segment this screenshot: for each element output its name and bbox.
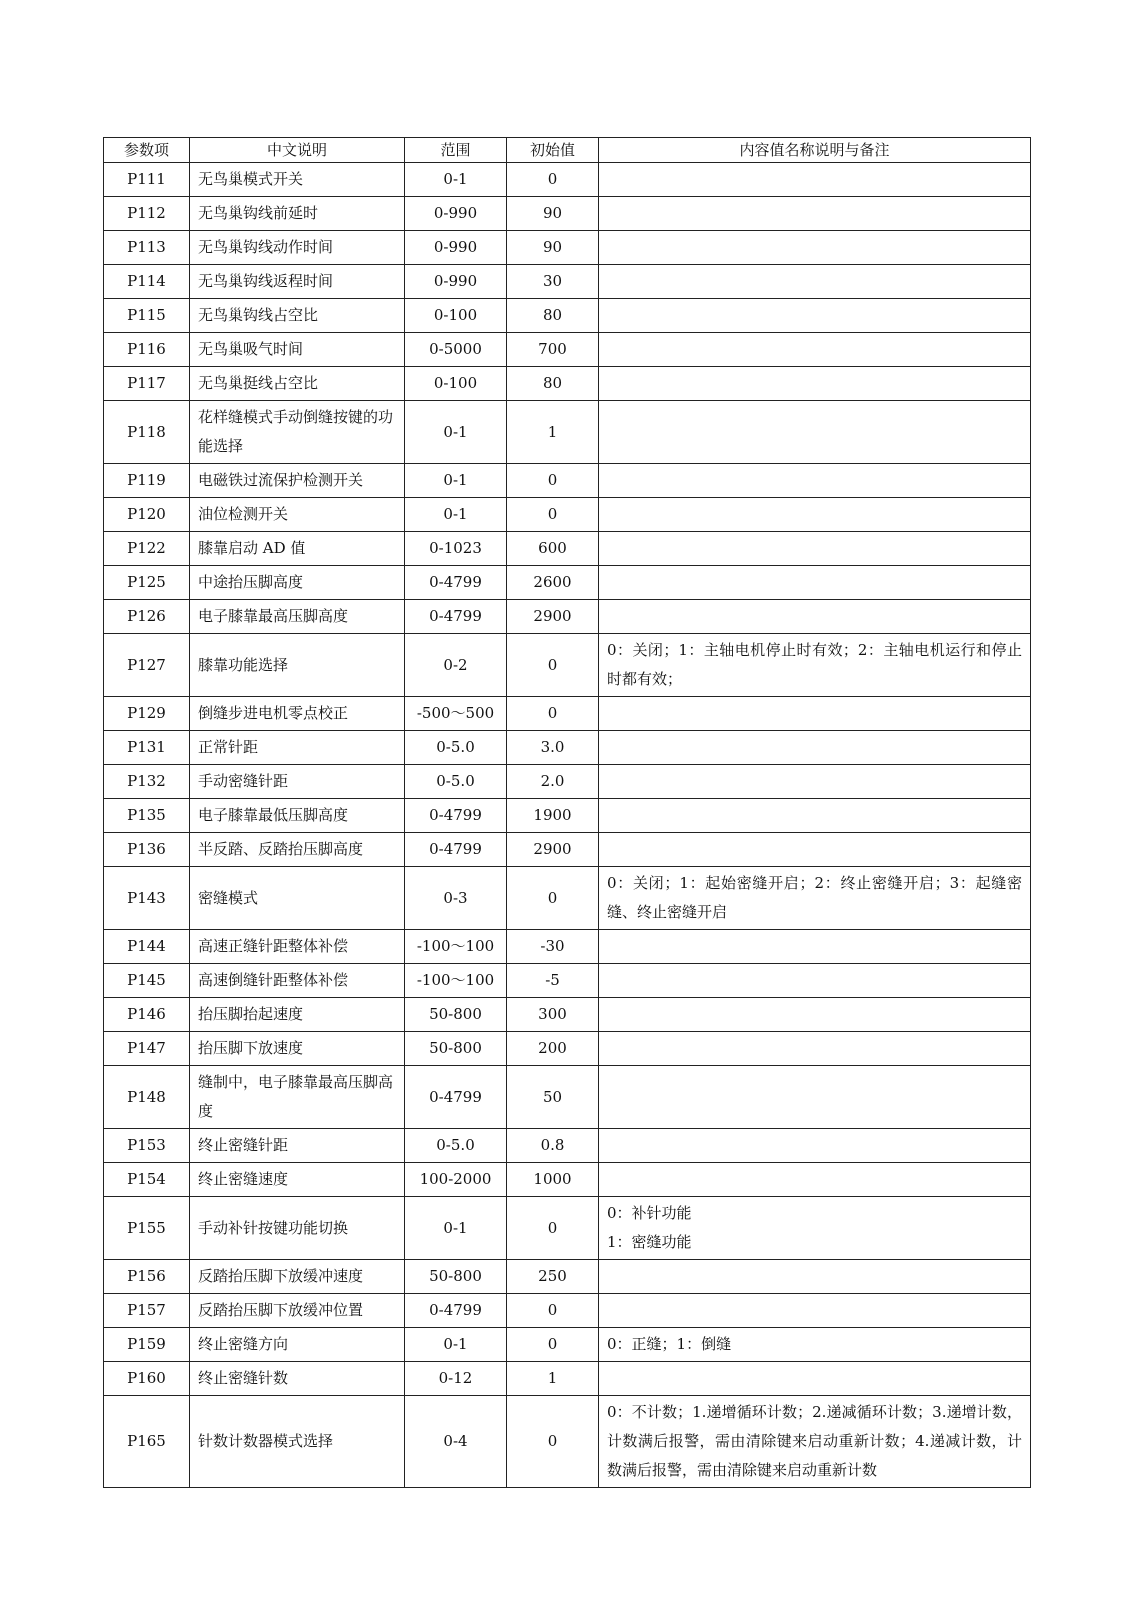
cell-param-id: P129 <box>104 697 190 731</box>
cell-range: 50-800 <box>405 1032 507 1066</box>
cell-description: 油位检测开关 <box>190 498 405 532</box>
cell-param-id: P165 <box>104 1396 190 1488</box>
cell-description: 针数计数器模式选择 <box>190 1396 405 1488</box>
cell-description: 缝制中，电子膝靠最高压脚高度 <box>190 1066 405 1129</box>
cell-description: 正常针距 <box>190 731 405 765</box>
cell-param-id: P135 <box>104 799 190 833</box>
cell-initial-value: 90 <box>507 231 599 265</box>
cell-param-id: P117 <box>104 367 190 401</box>
table-row <box>104 401 1031 464</box>
cell-param-id: P131 <box>104 731 190 765</box>
table-row <box>104 1066 1031 1129</box>
header-notes: 内容值名称说明与备注 <box>599 138 1031 163</box>
cell-param-id: P112 <box>104 197 190 231</box>
cell-notes <box>599 333 1031 367</box>
cell-param-id: P160 <box>104 1362 190 1396</box>
table-body <box>104 163 1031 1488</box>
cell-param-id: P111 <box>104 163 190 197</box>
cell-notes <box>599 998 1031 1032</box>
cell-range: -500～500 <box>405 697 507 731</box>
cell-description: 倒缝步进电机零点校正 <box>190 697 405 731</box>
cell-param-id: P132 <box>104 765 190 799</box>
cell-description: 反踏抬压脚下放缓冲位置 <box>190 1294 405 1328</box>
table-row <box>104 998 1031 1032</box>
cell-description: 终止密缝针距 <box>190 1129 405 1163</box>
cell-param-id: P113 <box>104 231 190 265</box>
cell-range: 0-990 <box>405 231 507 265</box>
cell-param-id: P145 <box>104 964 190 998</box>
table-row <box>104 1328 1031 1362</box>
cell-notes <box>599 498 1031 532</box>
cell-range: 50-800 <box>405 998 507 1032</box>
cell-initial-value: 0 <box>507 498 599 532</box>
table-row <box>104 765 1031 799</box>
cell-notes: 0：正缝；1：倒缝 <box>599 1328 1031 1362</box>
cell-description: 终止密缝速度 <box>190 1163 405 1197</box>
table-row <box>104 1163 1031 1197</box>
cell-initial-value: 0 <box>507 1328 599 1362</box>
cell-range: 0-100 <box>405 299 507 333</box>
cell-initial-value: 0 <box>507 867 599 930</box>
table-row <box>104 163 1031 197</box>
cell-description: 电子膝靠最高压脚高度 <box>190 600 405 634</box>
cell-range: 0-1 <box>405 1328 507 1362</box>
cell-notes <box>599 197 1031 231</box>
cell-description: 终止密缝方向 <box>190 1328 405 1362</box>
cell-initial-value: -30 <box>507 930 599 964</box>
cell-initial-value: 300 <box>507 998 599 1032</box>
cell-description: 手动补针按键功能切换 <box>190 1197 405 1260</box>
table-row <box>104 600 1031 634</box>
cell-param-id: P114 <box>104 265 190 299</box>
cell-initial-value: 2.0 <box>507 765 599 799</box>
cell-param-id: P159 <box>104 1328 190 1362</box>
cell-param-id: P154 <box>104 1163 190 1197</box>
cell-initial-value: 0 <box>507 464 599 498</box>
cell-description: 反踏抬压脚下放缓冲速度 <box>190 1260 405 1294</box>
table-row <box>104 731 1031 765</box>
cell-notes <box>599 600 1031 634</box>
cell-param-id: P116 <box>104 333 190 367</box>
cell-param-id: P143 <box>104 867 190 930</box>
table-row <box>104 634 1031 697</box>
cell-range: 0-5.0 <box>405 731 507 765</box>
cell-initial-value: 2900 <box>507 833 599 867</box>
cell-range: 0-4799 <box>405 566 507 600</box>
header-description: 中文说明 <box>190 138 405 163</box>
cell-initial-value: 30 <box>507 265 599 299</box>
cell-param-id: P120 <box>104 498 190 532</box>
cell-initial-value: 90 <box>507 197 599 231</box>
cell-initial-value: 80 <box>507 299 599 333</box>
cell-param-id: P146 <box>104 998 190 1032</box>
cell-notes: 0：关闭；1：起始密缝开启；2：终止密缝开启；3：起缝密缝、终止密缝开启 <box>599 867 1031 930</box>
cell-description: 中途抬压脚高度 <box>190 566 405 600</box>
cell-range: 0-4799 <box>405 1066 507 1129</box>
cell-notes <box>599 964 1031 998</box>
cell-range: 0-2 <box>405 634 507 697</box>
cell-initial-value: 80 <box>507 367 599 401</box>
cell-param-id: P157 <box>104 1294 190 1328</box>
cell-notes <box>599 1362 1031 1396</box>
table-row <box>104 265 1031 299</box>
cell-param-id: P148 <box>104 1066 190 1129</box>
cell-notes <box>599 930 1031 964</box>
cell-notes <box>599 401 1031 464</box>
cell-description: 终止密缝针数 <box>190 1362 405 1396</box>
cell-notes <box>599 299 1031 333</box>
cell-range: 100-2000 <box>405 1163 507 1197</box>
cell-initial-value: 0 <box>507 1197 599 1260</box>
cell-notes <box>599 697 1031 731</box>
cell-initial-value: 50 <box>507 1066 599 1129</box>
cell-notes <box>599 532 1031 566</box>
table-row <box>104 964 1031 998</box>
cell-range: 0-4799 <box>405 1294 507 1328</box>
cell-initial-value: 0 <box>507 1294 599 1328</box>
cell-param-id: P118 <box>104 401 190 464</box>
cell-notes <box>599 731 1031 765</box>
table-header-row <box>104 138 1031 163</box>
cell-initial-value: 200 <box>507 1032 599 1066</box>
cell-notes <box>599 1032 1031 1066</box>
cell-param-id: P136 <box>104 833 190 867</box>
table-row <box>104 1032 1031 1066</box>
cell-param-id: P122 <box>104 532 190 566</box>
cell-notes <box>599 765 1031 799</box>
cell-notes <box>599 464 1031 498</box>
cell-range: 0-1023 <box>405 532 507 566</box>
cell-initial-value: 0.8 <box>507 1129 599 1163</box>
cell-range: 0-5.0 <box>405 1129 507 1163</box>
cell-notes: 0：关闭；1：主轴电机停止时有效；2：主轴电机运行和停止时都有效； <box>599 634 1031 697</box>
cell-initial-value: 0 <box>507 697 599 731</box>
cell-notes <box>599 231 1031 265</box>
cell-description: 电磁铁过流保护检测开关 <box>190 464 405 498</box>
cell-range: 0-100 <box>405 367 507 401</box>
cell-initial-value: 250 <box>507 1260 599 1294</box>
header-param-id: 参数项 <box>104 138 190 163</box>
cell-notes <box>599 833 1031 867</box>
cell-range: 0-1 <box>405 163 507 197</box>
cell-range: 0-5000 <box>405 333 507 367</box>
table-row <box>104 1260 1031 1294</box>
table-row <box>104 464 1031 498</box>
cell-param-id: P155 <box>104 1197 190 1260</box>
cell-initial-value: 1000 <box>507 1163 599 1197</box>
parameter-table <box>103 137 1031 1488</box>
cell-initial-value: 1900 <box>507 799 599 833</box>
cell-notes <box>599 1066 1031 1129</box>
cell-range: 0-4799 <box>405 799 507 833</box>
cell-initial-value: 1 <box>507 401 599 464</box>
cell-range: -100～100 <box>405 930 507 964</box>
cell-range: 0-12 <box>405 1362 507 1396</box>
cell-range: 0-4799 <box>405 833 507 867</box>
table-row <box>104 833 1031 867</box>
cell-initial-value: 1 <box>507 1362 599 1396</box>
table-row <box>104 930 1031 964</box>
table-row <box>104 566 1031 600</box>
table-row <box>104 367 1031 401</box>
cell-description: 半反踏、反踏抬压脚高度 <box>190 833 405 867</box>
table-row <box>104 231 1031 265</box>
cell-param-id: P147 <box>104 1032 190 1066</box>
cell-description: 高速正缝针距整体补偿 <box>190 930 405 964</box>
cell-description: 膝靠功能选择 <box>190 634 405 697</box>
cell-range: 0-4799 <box>405 600 507 634</box>
cell-description: 膝靠启动 AD 值 <box>190 532 405 566</box>
cell-description: 无鸟巢挺线占空比 <box>190 367 405 401</box>
table-row <box>104 799 1031 833</box>
cell-range: 0-990 <box>405 197 507 231</box>
cell-notes <box>599 1294 1031 1328</box>
cell-param-id: P144 <box>104 930 190 964</box>
cell-range: 0-1 <box>405 464 507 498</box>
cell-initial-value: 2900 <box>507 600 599 634</box>
table-row <box>104 697 1031 731</box>
cell-range: 0-3 <box>405 867 507 930</box>
table-row <box>104 333 1031 367</box>
table-row <box>104 1396 1031 1488</box>
cell-notes <box>599 1129 1031 1163</box>
cell-description: 高速倒缝针距整体补偿 <box>190 964 405 998</box>
cell-notes <box>599 799 1031 833</box>
cell-range: 0-990 <box>405 265 507 299</box>
cell-description: 手动密缝针距 <box>190 765 405 799</box>
cell-description: 抬压脚下放速度 <box>190 1032 405 1066</box>
cell-initial-value: 2600 <box>507 566 599 600</box>
cell-param-id: P115 <box>104 299 190 333</box>
cell-range: -100～100 <box>405 964 507 998</box>
cell-initial-value: 700 <box>507 333 599 367</box>
cell-param-id: P156 <box>104 1260 190 1294</box>
cell-notes: 0：不计数；1.递增循环计数；2.递减循环计数；3.递增计数，计数满后报警，需由清除键来启动重新计数；4.递减计数，计数满后报警，需由清除键来启动重新计数 <box>599 1396 1031 1488</box>
table-row <box>104 498 1031 532</box>
cell-initial-value: -5 <box>507 964 599 998</box>
cell-description: 无鸟巢吸气时间 <box>190 333 405 367</box>
cell-notes <box>599 163 1031 197</box>
cell-initial-value: 0 <box>507 1396 599 1488</box>
cell-initial-value: 3.0 <box>507 731 599 765</box>
cell-description: 无鸟巢钩线返程时间 <box>190 265 405 299</box>
cell-description: 无鸟巢钩线前延时 <box>190 197 405 231</box>
cell-range: 0-5.0 <box>405 765 507 799</box>
cell-notes <box>599 367 1031 401</box>
table-row <box>104 1362 1031 1396</box>
cell-notes <box>599 566 1031 600</box>
table-row <box>104 299 1031 333</box>
cell-description: 无鸟巢钩线动作时间 <box>190 231 405 265</box>
cell-description: 抬压脚抬起速度 <box>190 998 405 1032</box>
cell-initial-value: 0 <box>507 634 599 697</box>
cell-notes <box>599 1163 1031 1197</box>
cell-initial-value: 600 <box>507 532 599 566</box>
cell-notes <box>599 265 1031 299</box>
table-row <box>104 197 1031 231</box>
table-row <box>104 532 1031 566</box>
cell-description: 花样缝模式手动倒缝按键的功能选择 <box>190 401 405 464</box>
table-row <box>104 867 1031 930</box>
cell-description: 无鸟巢模式开关 <box>190 163 405 197</box>
cell-range: 0-1 <box>405 1197 507 1260</box>
cell-range: 0-1 <box>405 401 507 464</box>
cell-param-id: P125 <box>104 566 190 600</box>
cell-description: 电子膝靠最低压脚高度 <box>190 799 405 833</box>
header-range: 范围 <box>405 138 507 163</box>
table-row <box>104 1294 1031 1328</box>
cell-initial-value: 0 <box>507 163 599 197</box>
cell-range: 50-800 <box>405 1260 507 1294</box>
table-row <box>104 1129 1031 1163</box>
cell-range: 0-1 <box>405 498 507 532</box>
cell-notes: 0：补针功能 1：密缝功能 <box>599 1197 1031 1260</box>
cell-notes <box>599 1260 1031 1294</box>
cell-description: 无鸟巢钩线占空比 <box>190 299 405 333</box>
cell-param-id: P153 <box>104 1129 190 1163</box>
cell-description: 密缝模式 <box>190 867 405 930</box>
cell-param-id: P127 <box>104 634 190 697</box>
cell-param-id: P119 <box>104 464 190 498</box>
cell-range: 0-4 <box>405 1396 507 1488</box>
table-row <box>104 1197 1031 1260</box>
cell-param-id: P126 <box>104 600 190 634</box>
header-initial-value: 初始值 <box>507 138 599 163</box>
